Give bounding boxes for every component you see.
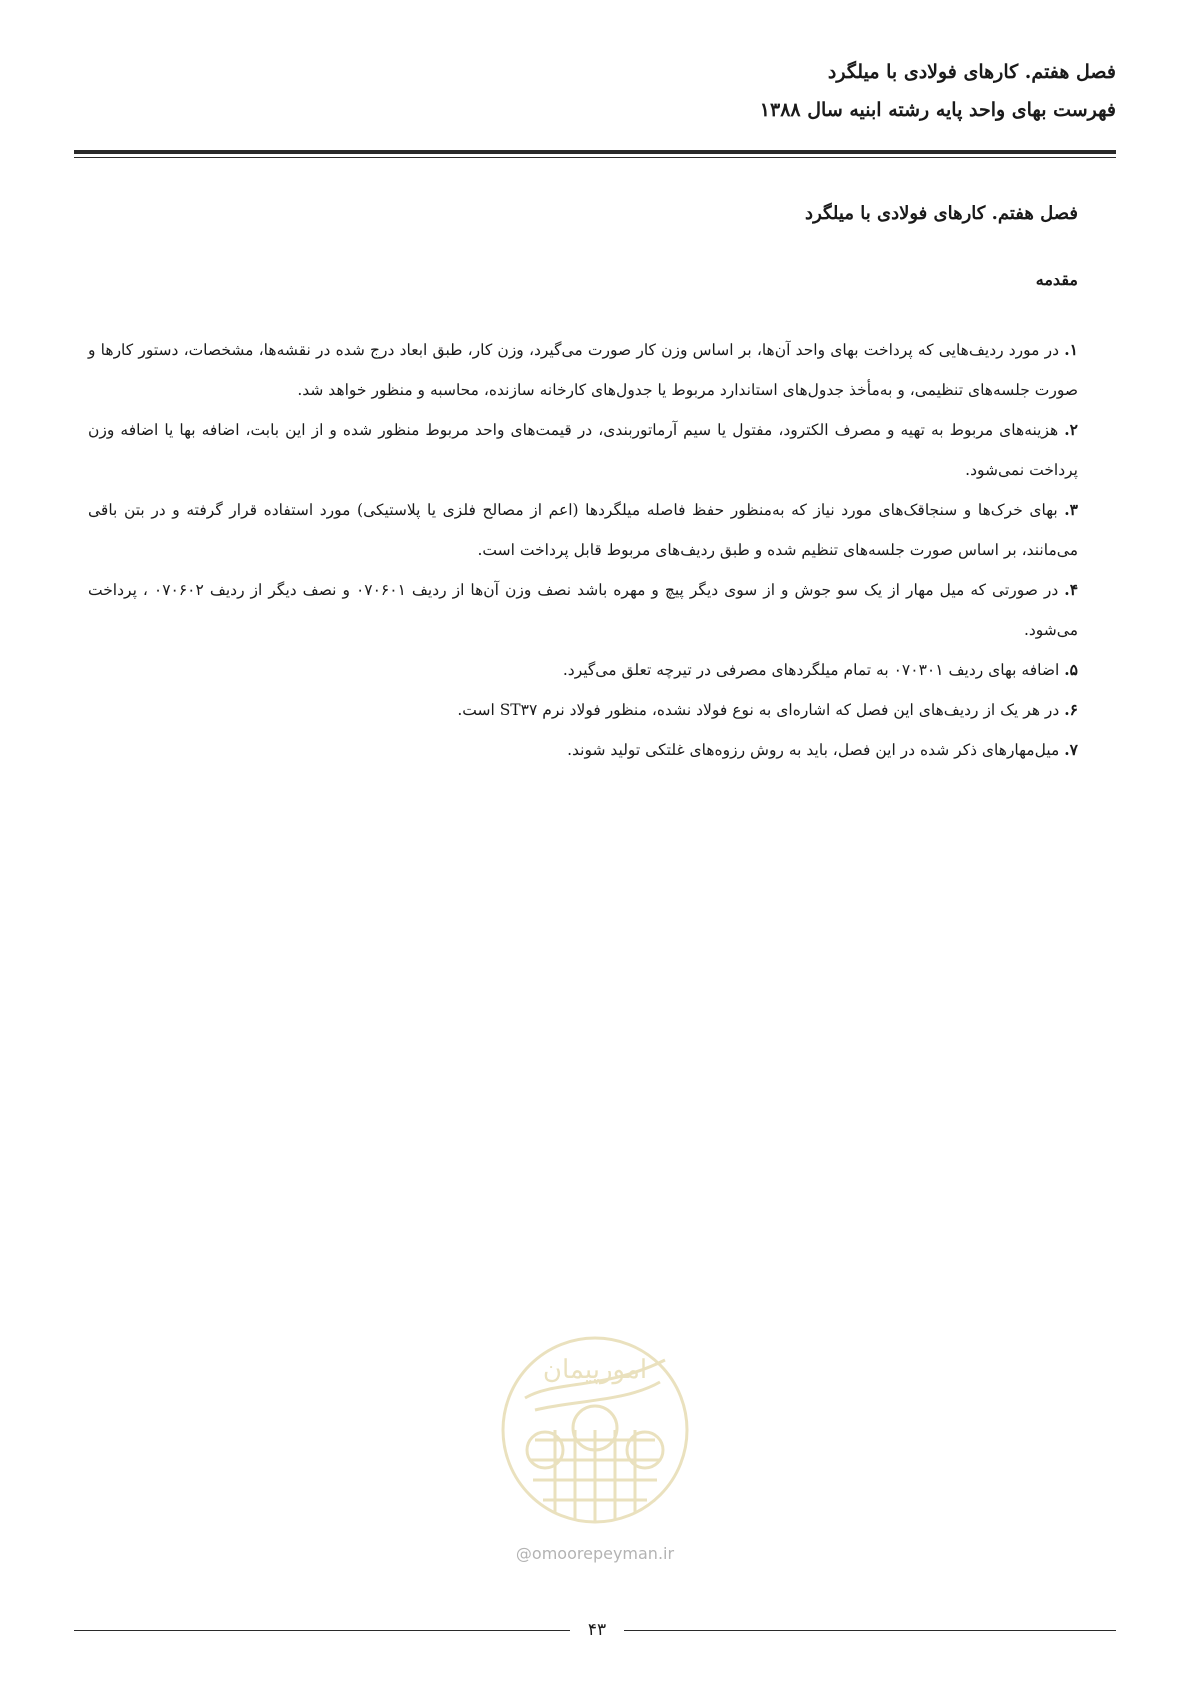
list-item-number: ۷. [1064,740,1078,759]
list-item-number: ۲. [1064,420,1078,439]
list-item-text: اضافه بهای ردیف ۰۷۰۳۰۱ به تمام میلگردهای مصرفی در تیرچه تعلق می‌گیرد. [562,661,1060,679]
watermark-logo-text: امورپیمان [542,1355,648,1385]
list-item [88,490,1078,570]
list-item-text: میل‌مهارهای ذکر شده در این فصل، باید به روش رزوه‌های غلتکی تولید شوند. [567,741,1060,759]
list-item-number: ۴. [1064,580,1079,599]
list-item [88,690,1078,730]
list-item-text: در صورتی که میل مهار از یک سو جوش و از سوی دیگر پیچ و مهره باشد نصف وزن آن‌ها از ردیف ۰۷۰۶۰۱ و نصف دیگر از ردیف ۰۷۰۶۰۲ ، پرداخت می‌شود. [88,581,1078,639]
header-chapter-title: فصل هفتم. کارهای فولادی با میلگرد [827,61,1116,83]
list-item [88,650,1078,690]
section-title-introduction: مقدمه [1035,270,1078,289]
list-item-text: بهای خرک‌ها و سنجاقک‌های مورد نیاز که به‌منظور حفظ فاصله میلگردها (اعم از مصالح فلزی یا پلاستیکی) مورد استفاده قرار گرفته و در بتن باقی می‌مانند، بر اساس صورت جلسه‌های تنظیم شده و طبق ردیف‌های مربوط قابل پرداخت است. [88,501,1078,559]
list-item [88,330,1078,410]
header-divider-thin [74,157,1116,158]
page-number: ۴۳ [587,1620,607,1640]
list-item-text: در هر یک از ردیف‌های این فصل که اشاره‌ای به نوع فولاد نشده، منظور فولاد نرم ST۳۷ است. [457,701,1060,719]
list-item-text: در مورد ردیف‌هایی که پرداخت بهای واحد آن‌ها، بر اساس وزن کار صورت می‌گیرد، وزن کار، طبق ابعاد درج شده در نقشه‌ها، مشخصات، دستور کارها و صورت جلسه‌های تنظیمی، و به‌مأخذ جدول‌های استاندارد مربوط یا جدول‌های کارخانه سازنده، محاسبه و منظور خواهد شد. [88,341,1078,399]
watermark-url: @omoorepeyman.ir [515,1544,675,1563]
list-item-text: هزینه‌های مربوط به تهیه و مصرف الکترود، مفتول یا سیم آرماتوربندی، در قیمت‌های واحد مربوط منظور شده و از این بابت، اضافه بها یا اضافه وزن پرداخت نمی‌شود. [88,421,1078,479]
list-item [88,410,1078,490]
footer-divider-right [624,1630,1116,1631]
watermark-logo [495,1320,695,1540]
page-header [74,58,1116,134]
introduction-list [88,330,1078,770]
list-item-number: ۳. [1064,500,1078,519]
header-divider-thick [74,150,1116,154]
header-catalog-title: فهرست بهای واحد پایه رشته ابنیه سال ۱۳۸۸ [759,99,1116,121]
list-item-number: ۱. [1064,340,1078,359]
list-item-number: ۶. [1064,700,1078,719]
list-item-number: ۵. [1064,660,1078,679]
footer-divider-left [74,1630,570,1631]
chapter-title: فصل هفتم. کارهای فولادی با میلگرد [805,203,1078,224]
list-item [88,570,1078,650]
list-item [88,730,1078,770]
